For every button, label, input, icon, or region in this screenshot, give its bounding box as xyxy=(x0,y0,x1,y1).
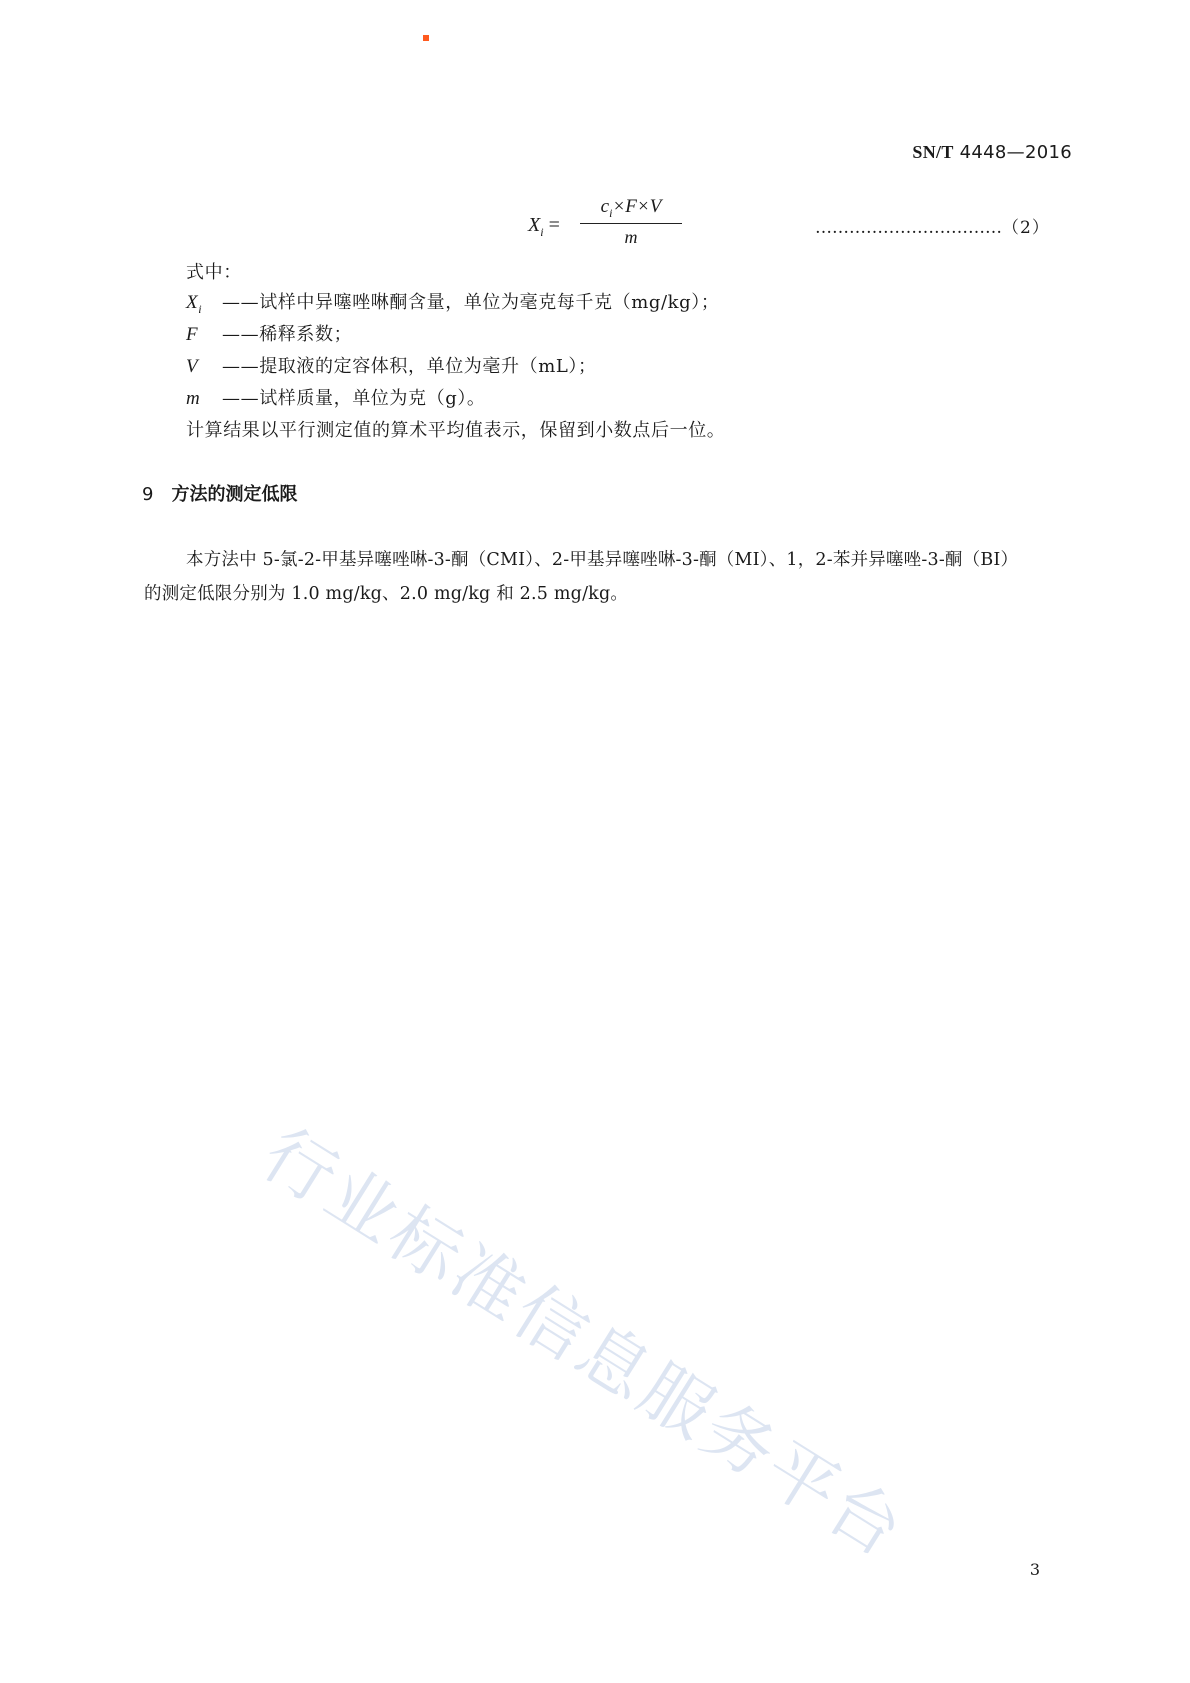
equation-number xyxy=(815,213,1050,238)
symbol-m: m xyxy=(186,388,201,409)
orange-marker-dot xyxy=(423,35,429,41)
equation-number-label: （2） xyxy=(1002,218,1050,238)
symbol-xi: $X_i$ xyxy=(186,292,203,316)
page-number: 3 xyxy=(1029,1560,1040,1579)
desc-v: ——提取液的定容体积，单位为毫升（mL）； xyxy=(222,356,597,377)
formula-lhs-subscript: i xyxy=(540,225,544,239)
where-item-f xyxy=(186,320,352,346)
desc-f: ——稀释系数； xyxy=(222,324,353,345)
desc-m: ——试样质量，单位为克（g）。 xyxy=(222,388,486,409)
numerator-subscript: i xyxy=(609,205,613,220)
formula-lhs-symbol: X xyxy=(528,214,541,236)
section-title: 方法的测定低限 xyxy=(171,484,298,505)
where-intro: 式中： xyxy=(186,262,242,283)
where-item-v xyxy=(186,352,597,378)
formula-denominator: m xyxy=(624,226,638,247)
standard-code: 4448—2016 xyxy=(959,142,1072,163)
standard-prefix: SN/T xyxy=(912,142,954,162)
formula-lhs xyxy=(528,214,560,240)
symbol-v: V xyxy=(186,356,199,377)
where-item-m xyxy=(186,384,486,410)
section-9-paragraph-line-1: 本方法中 5-氯-2-甲基异噻唑啉-3-酮（CMI）、2-甲基异噻唑啉-3-酮（MI）、1，2-苯并异噻唑-3-酮（BI） xyxy=(186,550,1019,570)
watermark: 行业标准信息服务平台 xyxy=(248,1112,920,1575)
formula-numerator xyxy=(580,196,682,224)
result-note: 计算结果以平行测定值的算术平均值表示，保留到小数点后一位。 xyxy=(186,420,726,441)
numerator-rest: ×F×V xyxy=(612,196,662,217)
symbol-f: F xyxy=(186,324,199,345)
section-9-paragraph-line-2: 的测定低限分别为 1.0 mg/kg、2.0 mg/kg 和 2.5 mg/kg。 xyxy=(144,584,629,604)
numerator-c: c xyxy=(600,196,610,217)
standard-number xyxy=(912,142,1072,163)
section-9-heading xyxy=(142,480,297,506)
formula-fraction xyxy=(580,196,682,248)
desc-xi: ——试样中异噻唑啉酮含量，单位为毫克每千克（mg/kg）； xyxy=(222,292,720,313)
formula-equals-sign: = xyxy=(548,214,560,236)
equation-leader-dots: …………………………… xyxy=(815,218,1002,238)
section-number: 9 xyxy=(142,484,154,505)
where-item-xi xyxy=(186,288,719,317)
